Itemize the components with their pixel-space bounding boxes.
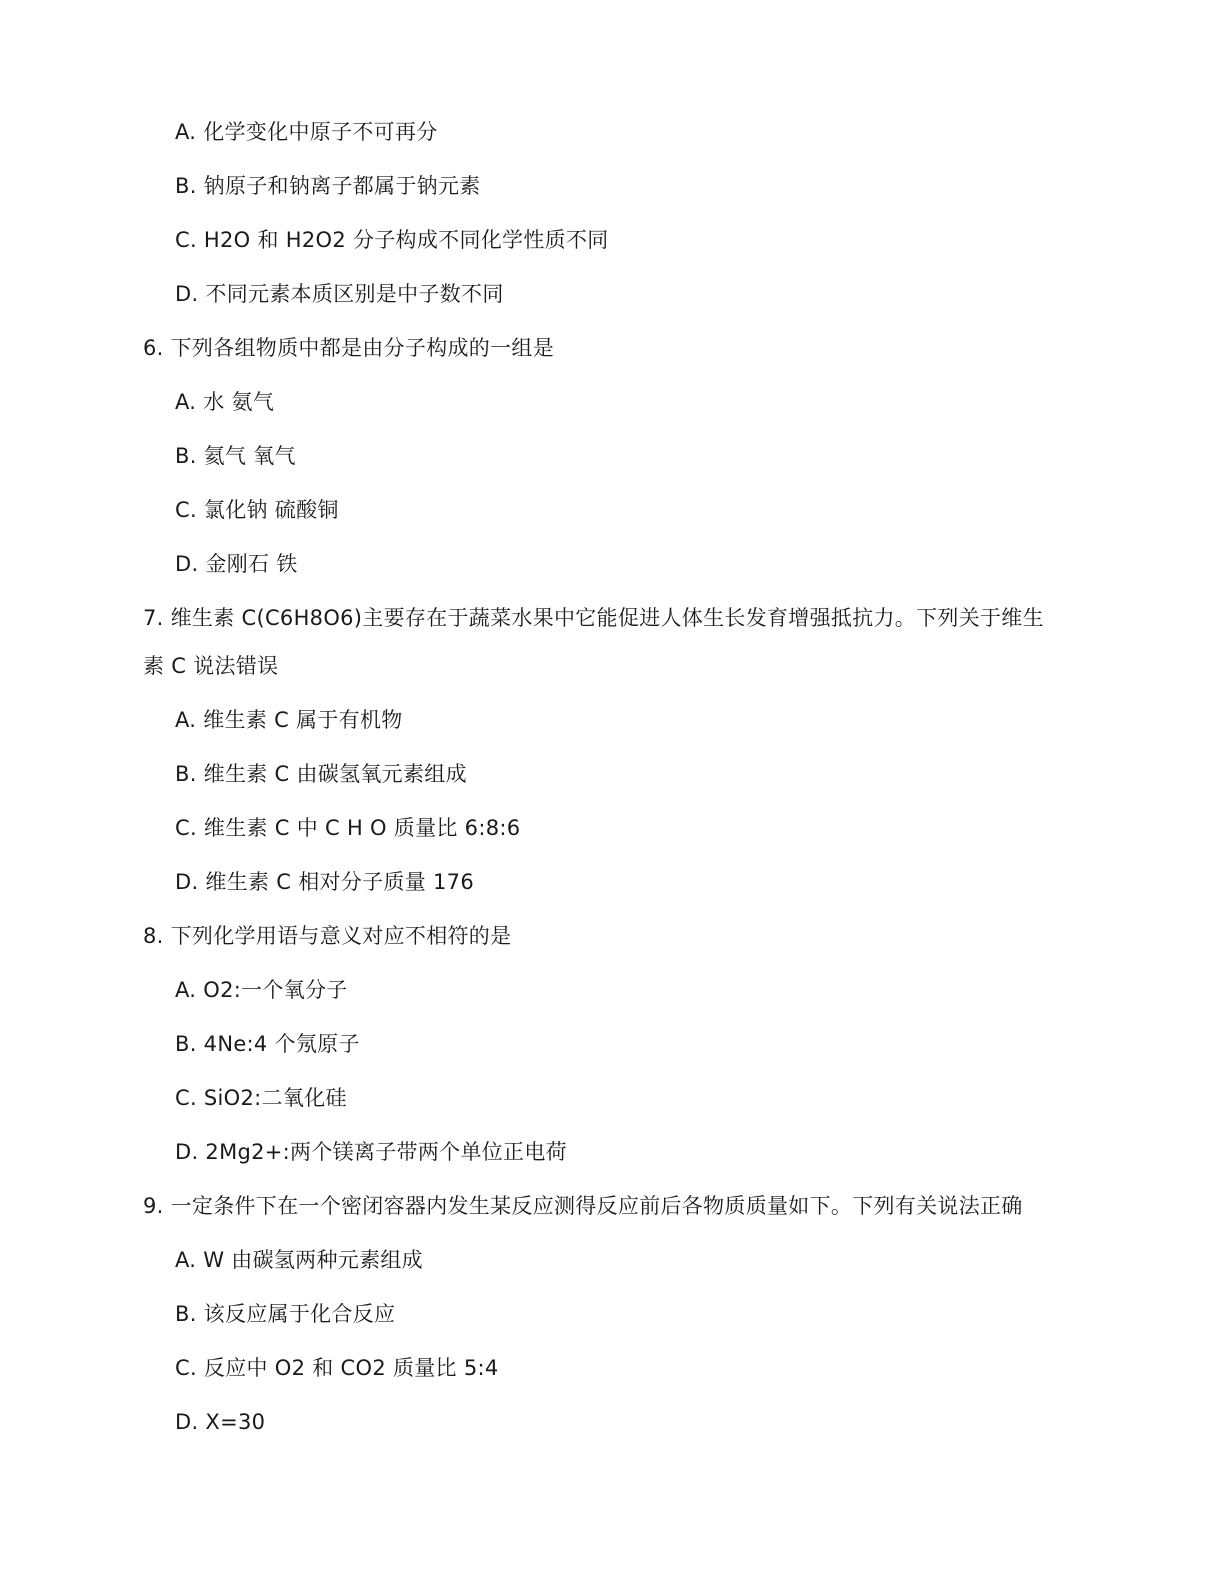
q7-stem-line2: 素 C 说法错误 bbox=[143, 654, 279, 678]
q8-stem: 8. 下列化学用语与意义对应不相符的是 bbox=[143, 924, 512, 948]
q6-stem: 6. 下列各组物质中都是由分子构成的一组是 bbox=[143, 336, 555, 360]
q9-option-a: A. W 由碳氢两种元素组成 bbox=[175, 1248, 423, 1272]
q6-option-b: B. 氦气 氧气 bbox=[175, 444, 296, 468]
q8-option-a: A. O2:一个氧分子 bbox=[175, 978, 348, 1002]
q6-option-a: A. 水 氨气 bbox=[175, 390, 275, 414]
q9-stem: 9. 一定条件下在一个密闭容器内发生某反应测得反应前后各物质质量如下。下列有关说法正确 bbox=[143, 1194, 1023, 1218]
q8-option-c: C. SiO2:二氧化硅 bbox=[175, 1086, 347, 1110]
q5-option-b: B. 钠原子和钠离子都属于钠元素 bbox=[175, 174, 481, 198]
q8-option-b: B. 4Ne:4 个氖原子 bbox=[175, 1032, 360, 1056]
q6-option-c: C. 氯化钠 硫酸铜 bbox=[175, 498, 339, 522]
q9-option-d: D. X=30 bbox=[175, 1410, 266, 1434]
q5-option-a: A. 化学变化中原子不可再分 bbox=[175, 120, 438, 144]
q7-stem-line1: 7. 维生素 C(C6H8O6)主要存在于蔬菜水果中它能促进人体生长发育增强抵抗力。下列关于维生 bbox=[143, 606, 1044, 630]
q9-option-c: C. 反应中 O2 和 CO2 质量比 5:4 bbox=[175, 1356, 499, 1380]
q6-option-d: D. 金刚石 铁 bbox=[175, 552, 298, 576]
q7-option-d: D. 维生素 C 相对分子质量 176 bbox=[175, 870, 474, 894]
q5-option-d: D. 不同元素本质区别是中子数不同 bbox=[175, 282, 504, 306]
q7-option-c: C. 维生素 C 中 C H O 质量比 6:8:6 bbox=[175, 816, 521, 840]
q5-option-c: C. H2O 和 H2O2 分子构成不同化学性质不同 bbox=[175, 228, 609, 252]
q9-option-b: B. 该反应属于化合反应 bbox=[175, 1302, 396, 1326]
q8-option-d: D. 2Mg2+:两个镁离子带两个单位正电荷 bbox=[175, 1140, 567, 1164]
q7-option-b: B. 维生素 C 由碳氢氧元素组成 bbox=[175, 762, 467, 786]
q7-option-a: A. 维生素 C 属于有机物 bbox=[175, 708, 403, 732]
